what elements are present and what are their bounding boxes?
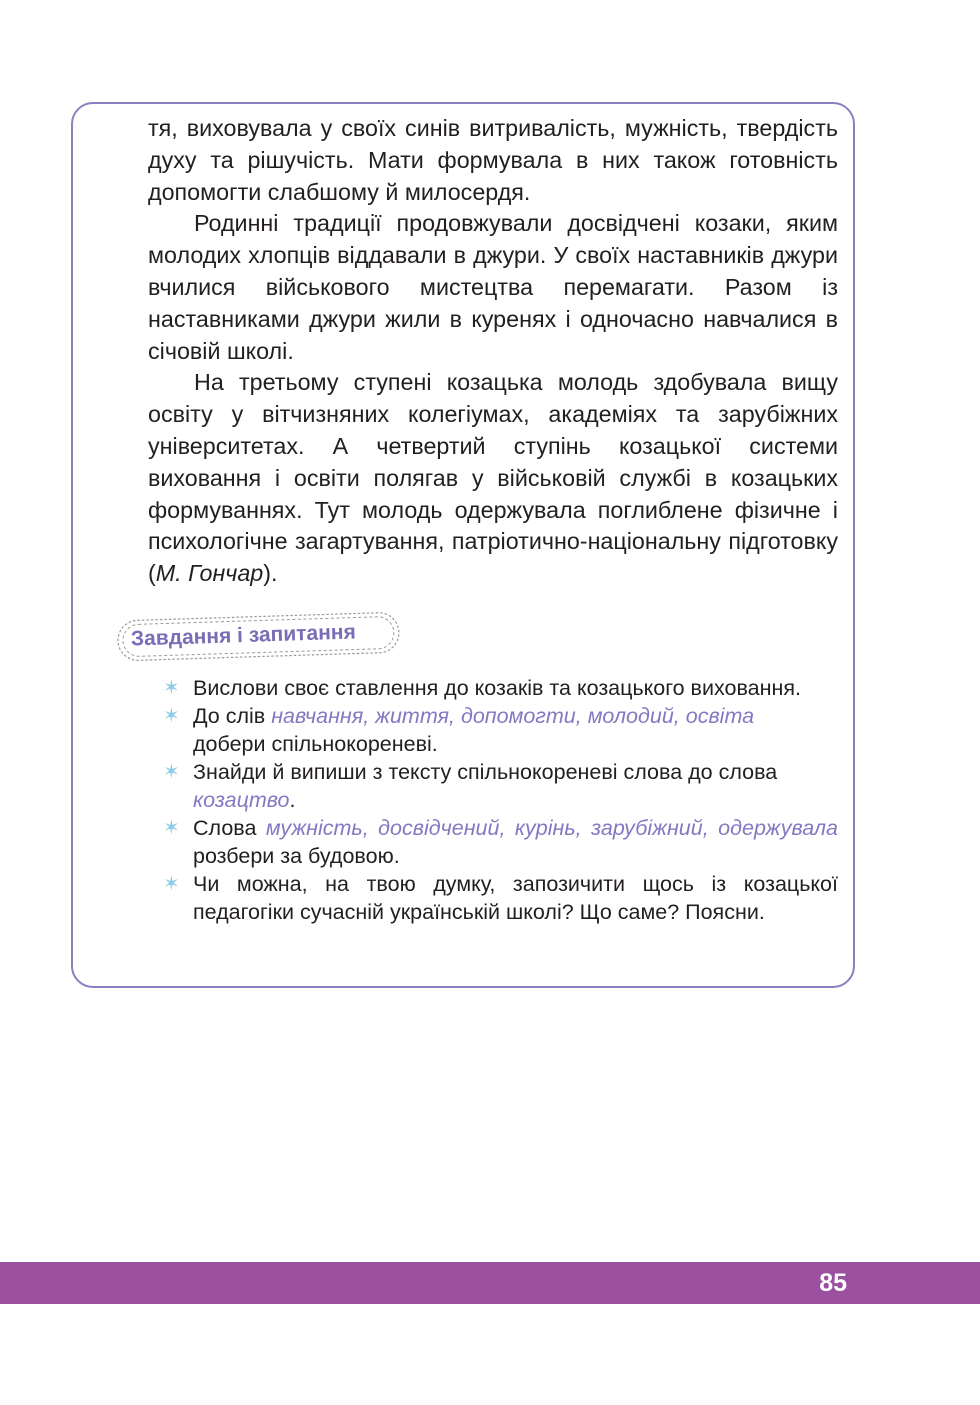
footer-bar [0,1262,980,1304]
task-item [163,674,838,702]
paragraph-3-end: ). [263,560,278,587]
task-highlight-words: козацтво [193,788,290,812]
task-text-after: розбери за будовою. [193,844,400,868]
tasks-list [163,674,838,926]
task-text [193,814,838,870]
task-highlight-words: навчання, життя, допомогти, молодий, освіта [271,704,755,728]
paragraph-3-text: На третьому ступені козацька молодь здобувала вищу освіту у вітчизняних колегіумах, академіях та зарубіжних університетах. А четвертий ступінь козацької системи виховання і освіти полягав у військовій службі в козацьких формуваннях. Тут молодь одержувала поглиблене фізичне і психологічне загартування, патріотично-національну підготовку ( [148,369,838,587]
reading-text [148,113,838,590]
task-text [193,702,838,758]
task-item [163,758,838,814]
paragraph-2: Родинні традиції продовжували досвідчені козаки, яким молодих хлопців віддавали в джури. У своїх наставників джури вчилися військового мистецтва перемагати. Разом із наставниками джури жили в куренях і одночасно навчалися в січовій школі. [148,210,838,364]
task-item [163,702,838,758]
task-text [193,758,838,814]
tasks-section-title: Завдання і запитання [130,620,357,651]
paragraph-1: тя, виховувала у своїх синів витривалість, мужність, твердість духу та рішучість. Мати формувала в них також готовність допомогти слабшому й милосердя. [148,115,838,205]
task-item [163,814,838,870]
task-text: Чи можна, на твою думку, запозичити щось із козацької педагогіки сучасній українській школі? Що саме? Поясни. [193,872,838,924]
task-item [163,870,838,926]
paragraph-3 [148,367,838,590]
snowflake-star-icon: ✶ [163,761,180,783]
task-highlight-words: мужність, досвідчений, курінь, зарубіжний, одержувала [265,816,838,840]
task-last-line [193,786,838,814]
snowflake-star-icon: ✶ [163,705,180,727]
task-text-before: Знайди й випиши з тексту спільнокореневі слова до слова [193,760,778,784]
task-text: Вислови своє ставлення до козаків та козацького виховання. [193,676,801,700]
snowflake-star-icon: ✶ [163,677,180,699]
tasks-section-header [116,609,401,664]
page-number: 85 [819,1269,847,1297]
task-text-before: До слів [193,704,272,728]
task-text-after: добери спільнокореневі. [193,732,438,756]
author-name: М. Гончар [155,560,264,587]
snowflake-star-icon: ✶ [163,873,180,895]
task-text-before: Слова [193,816,266,840]
task-text-after: . [289,788,296,812]
snowflake-star-icon: ✶ [163,817,180,839]
